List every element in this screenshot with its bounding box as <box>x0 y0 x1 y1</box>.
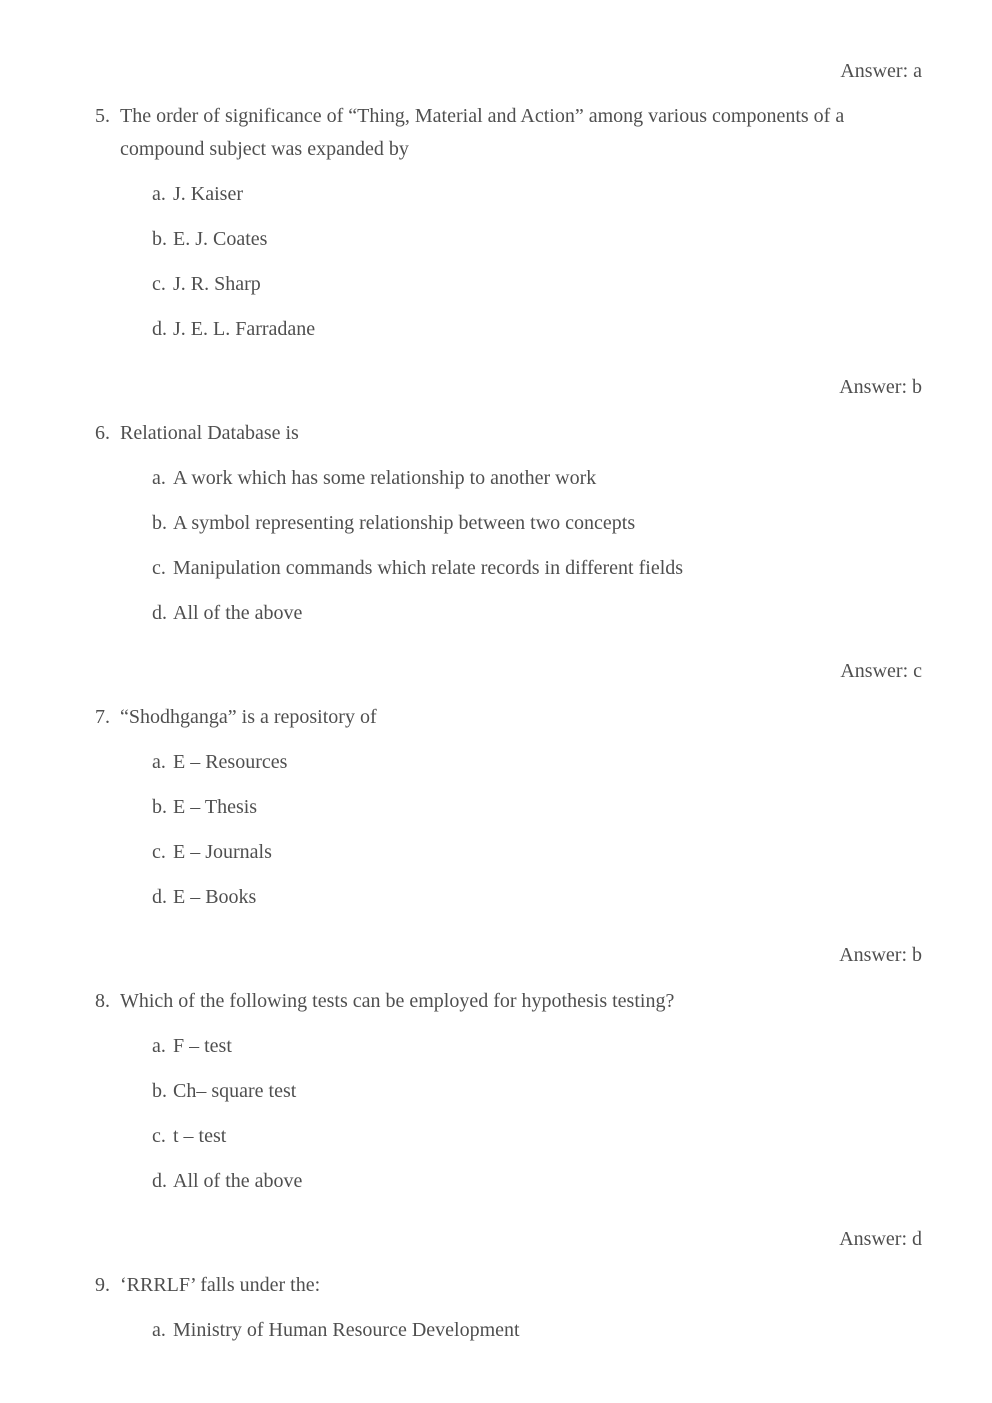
option-letter: b. <box>152 1080 167 1102</box>
option-letter: d. <box>152 318 167 340</box>
option <box>0 1075 992 1108</box>
option <box>0 881 992 914</box>
option <box>0 313 992 346</box>
option-letter: b. <box>152 796 167 818</box>
question-number: 8. <box>95 990 110 1012</box>
question <box>0 985 992 1018</box>
option <box>0 462 992 495</box>
option-text: E. J. Coates <box>173 228 268 250</box>
option-text: Ministry of Human Resource Development <box>173 1319 520 1341</box>
option <box>0 791 992 824</box>
option-letter: b. <box>152 512 167 534</box>
option-letter: a. <box>152 183 166 205</box>
question-number: 9. <box>95 1274 110 1296</box>
answer-label: Answer: c <box>840 660 922 682</box>
option-text: A symbol representing relationship between two concepts <box>173 512 636 534</box>
question-number: 7. <box>95 706 110 728</box>
question-block-8 <box>0 985 992 1256</box>
option-text: J. R. Sharp <box>173 273 261 295</box>
question <box>0 1269 992 1302</box>
option <box>0 1120 992 1153</box>
option-text: All of the above <box>173 602 303 624</box>
question-text: “Shodhganga” is a repository of <box>120 706 377 728</box>
option-letter: d. <box>152 886 167 908</box>
option <box>0 507 992 540</box>
option-letter: d. <box>152 1170 167 1192</box>
option-letter: c. <box>152 557 166 579</box>
question-text: Which of the following tests can be employed for hypothesis testing? <box>120 990 675 1012</box>
question <box>0 100 992 166</box>
question-block-9 <box>0 1269 992 1347</box>
option <box>0 552 992 585</box>
option-letter: b. <box>152 228 167 250</box>
option-letter: c. <box>152 841 166 863</box>
option <box>0 223 992 256</box>
option-letter: a. <box>152 467 166 489</box>
option-text: Ch– square test <box>173 1080 297 1102</box>
answer-label: Answer: d <box>839 1228 922 1250</box>
option-text: Manipulation commands which relate records in different fields <box>173 557 684 579</box>
answer-label: Answer: b <box>839 376 922 398</box>
option-text: A work which has some relationship to another work <box>173 467 597 489</box>
question <box>0 417 992 450</box>
option-letter: a. <box>152 1319 166 1341</box>
option-letter: c. <box>152 273 166 295</box>
option-text: E – Resources <box>173 751 288 773</box>
option <box>0 746 992 779</box>
question <box>0 701 992 734</box>
option <box>0 836 992 869</box>
option-letter: d. <box>152 602 167 624</box>
option-text: J. Kaiser <box>173 183 243 205</box>
option-letter: c. <box>152 1125 166 1147</box>
question-text: ‘RRRLF’ falls under the: <box>120 1274 321 1296</box>
option-text: t – test <box>173 1125 227 1147</box>
option-letter: a. <box>152 751 166 773</box>
question-number: 6. <box>95 422 110 444</box>
option <box>0 268 992 301</box>
option <box>0 178 992 211</box>
option <box>0 1314 992 1347</box>
answer-label: Answer: b <box>839 944 922 966</box>
question-block-5 <box>0 100 992 404</box>
option <box>0 597 992 630</box>
question-block-6 <box>0 417 992 688</box>
option-text: F – test <box>173 1035 232 1057</box>
option-text: E – Thesis <box>173 796 258 818</box>
question-text: Relational Database is <box>120 422 299 444</box>
option <box>0 1030 992 1063</box>
question-text: The order of significance of “Thing, Material and Action” among various components of a compound subject was expanded by <box>120 105 845 160</box>
option-text: E – Journals <box>173 841 272 863</box>
option-text: All of the above <box>173 1170 303 1192</box>
question-block-7 <box>0 701 992 972</box>
option-text: E – Books <box>173 886 257 908</box>
option <box>0 1165 992 1198</box>
question-number: 5. <box>95 105 110 127</box>
option-letter: a. <box>152 1035 166 1057</box>
answer-label: Answer: a <box>840 60 922 82</box>
option-text: J. E. L. Farradane <box>173 318 316 340</box>
